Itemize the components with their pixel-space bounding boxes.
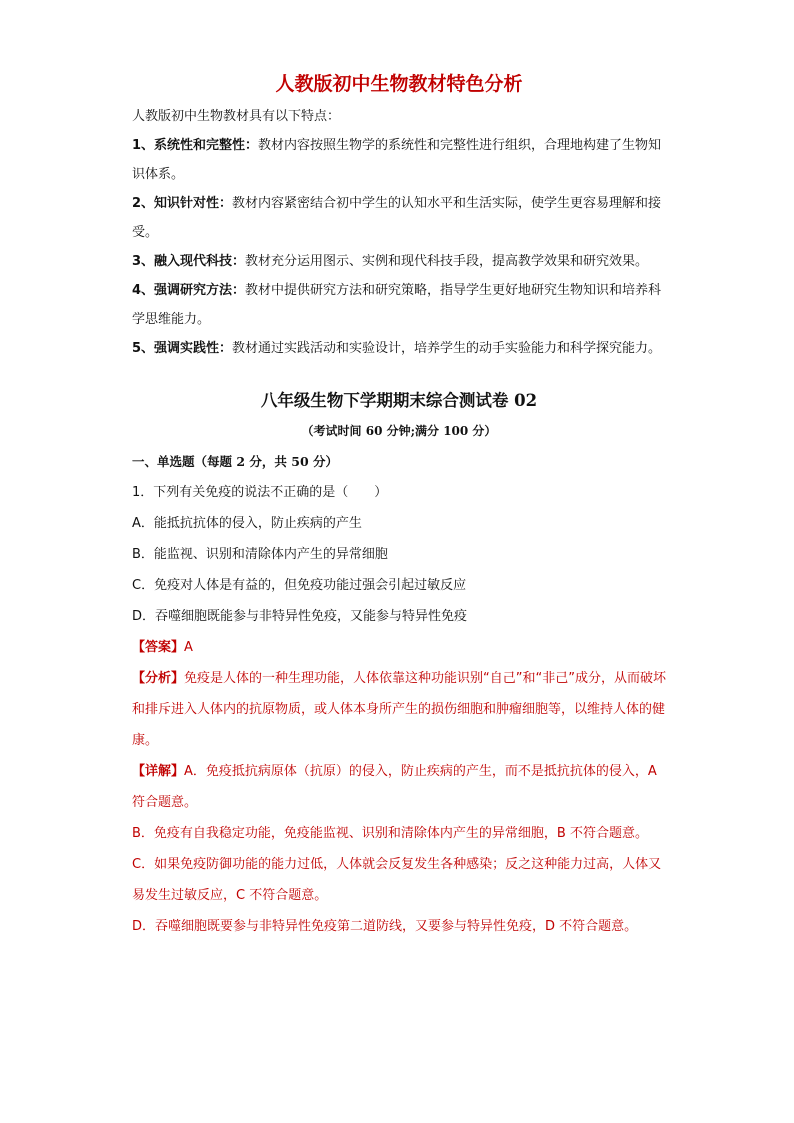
option-a: A．能抵抗抗体的侵入，防止疾病的产生 (132, 516, 362, 531)
analysis-text: 免疫是人体的一种生理功能，人体依靠这种功能识别“自己”和“非己”成分，从而破坏和排斥进入人体内的抗原物质，或人体本身所产生的损伤细胞和肿瘤细胞等，以维持人体的健康。 (132, 671, 666, 748)
detail-b: B．免疫有自我稳定功能，免疫能监视、识别和清除体内产生的异常细胞，B 不符合题意。 (132, 826, 648, 841)
feature-item (132, 276, 666, 334)
answer-line (132, 632, 666, 663)
page-content (132, 66, 666, 942)
analysis-tag: 【分析】 (132, 671, 185, 686)
option-b: B．能监视、识别和清除体内产生的异常细胞 (132, 547, 388, 562)
feature-text: 教材通过实践活动和实验设计，培养学生的动手实验能力和科学探究能力。 (232, 341, 662, 356)
feature-label: 2、知识针对性： (132, 196, 233, 211)
feature-text: 教材内容按照生物学的系统性和完整性进行组织，合理地构建了生物知识体系。 (132, 138, 662, 182)
feature-text: 教材充分运用图示、实例和现代科技手段，提高教学效果和研究效果。 (245, 254, 649, 269)
feature-label: 1、系统性和完整性： (132, 138, 259, 153)
feature-item (132, 247, 666, 276)
feature-item (132, 334, 666, 363)
feature-label: 4、强调研究方法： (132, 283, 246, 298)
feature-text: 教材内容紧密结合初中学生的认知水平和生活实际，使学生更容易理解和接受。 (132, 196, 662, 240)
question-block (132, 477, 666, 942)
intro-text: 人教版初中生物教材具有以下特点： (132, 109, 341, 124)
feature-item (132, 189, 666, 247)
answer-value: A (184, 640, 193, 655)
detail-tag: 【详解】 (132, 764, 185, 779)
detail-line (132, 756, 666, 818)
analysis-line (132, 663, 666, 756)
option-d: D．吞噬细胞既能参与非特异性免疫，又能参与特异性免疫 (132, 609, 468, 624)
option-c: C．免疫对人体是有益的，但免疫功能过强会引起过敏反应 (132, 578, 467, 593)
detail-d: D．吞噬细胞既要参与非特异性免疫第二道防线，又要参与特异性免疫，D 不符合题意。 (132, 919, 638, 934)
detail-c: C．如果免疫防御功能的能力过低，人体就会反复发生各种感染；反之这种能力过高，人体又易发生过敏反应，C 不符合题意。 (132, 857, 662, 903)
feature-item (132, 131, 666, 189)
feature-text: 教材中提供研究方法和研究策略，指导学生更好地研究生物知识和培养科学思维能力。 (132, 283, 662, 327)
exam-subtitle: （考试时间 60 分钟;满分 100 分） (301, 424, 497, 438)
detail-a: A．免疫抵抗病原体（抗原）的侵入，防止疾病的产生，而不是抵抗抗体的侵入，A 符合题意。 (132, 764, 657, 810)
feature-list (132, 131, 666, 363)
exam-title: 八年级生物下学期期末综合测试卷 02 (260, 391, 538, 410)
section-heading: 一、单选题（每题 2 分，共 50 分） (132, 454, 339, 469)
answer-tag: 【答案】 (132, 640, 185, 655)
page-title: 人教版初中生物教材特色分析 (275, 73, 523, 95)
question-stem: 1．下列有关免疫的说法不正确的是（ ） (132, 485, 388, 500)
feature-label: 5、强调实践性： (132, 341, 233, 356)
feature-label: 3、融入现代科技： (132, 254, 246, 269)
